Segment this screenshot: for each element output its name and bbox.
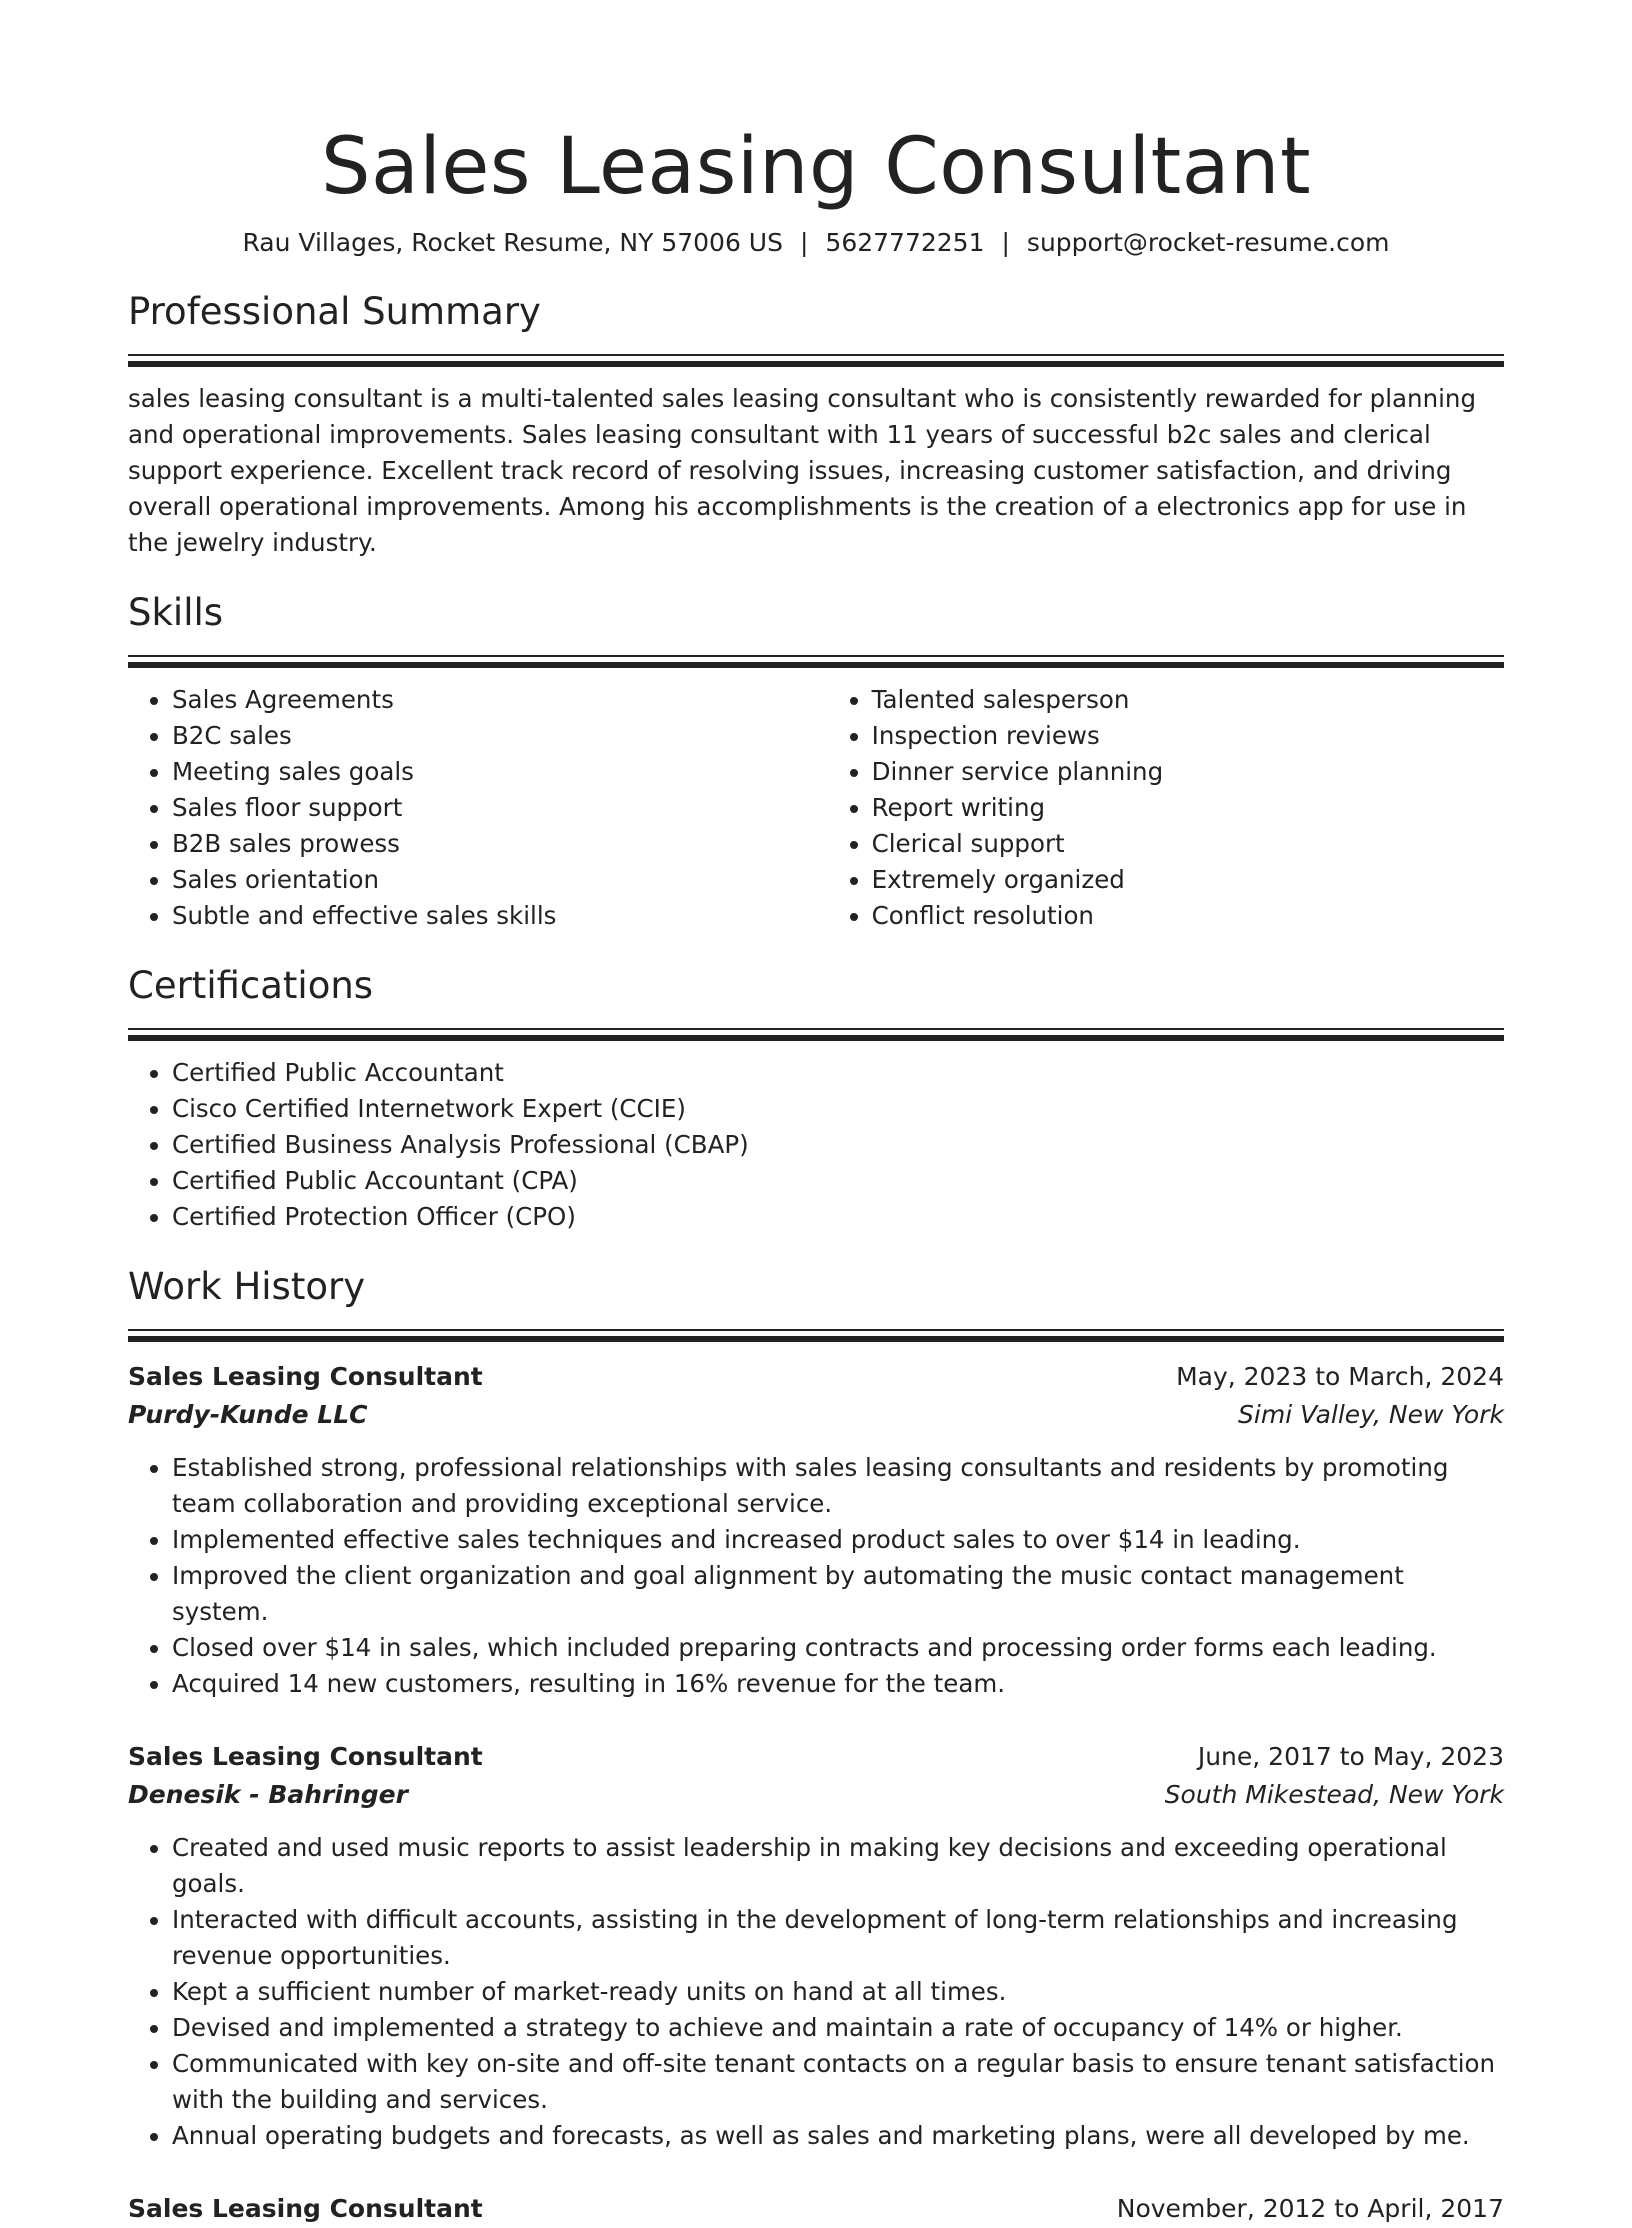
contact-email: support@rocket-resume.com — [1026, 228, 1390, 257]
skill-item: • Inspection reviews — [872, 718, 1504, 754]
section-divider — [128, 354, 1504, 367]
job-bullet: • Closed over $14 in sales, which included preparing contracts and processing order forms each leading. — [172, 1630, 1504, 1666]
skill-item: • Sales orientation — [172, 862, 828, 898]
contact-separator: | — [1001, 228, 1010, 257]
job-company: Purdy-Kunde LLC — [128, 1400, 368, 1429]
section-title-summary: Professional Summary — [128, 290, 541, 333]
job-bullet: • Annual operating budgets and forecasts, as well as sales and marketing plans, were all developed by me. — [172, 2118, 1504, 2154]
job-bullet: • Communicated with key on-site and off-site tenant contacts on a regular basis to ensure tenant satisfaction with the building and services. — [172, 2046, 1504, 2118]
job-entry — [128, 1738, 1504, 2154]
resume-name: Sales Leasing Consultant — [320, 122, 1312, 212]
skill-item: • B2C sales — [172, 718, 828, 754]
section-title-skills: Skills — [128, 591, 224, 634]
job-bullet: • Created and used music reports to assist leadership in making key decisions and exceeding operational goals. — [172, 1830, 1504, 1902]
contact-address: Rau Villages, Rocket Resume, NY 57006 US — [242, 228, 783, 257]
job-bullet: • Implemented effective sales techniques and increased product sales to over $14 in leading. — [172, 1522, 1504, 1558]
certification-item: • Certified Business Analysis Professional (CBAP) — [172, 1127, 1504, 1163]
certification-item: • Certified Protection Officer (CPO) — [172, 1199, 1504, 1235]
skills-section — [128, 589, 1504, 934]
job-bullet: • Interacted with difficult accounts, assisting in the development of long-term relationships and increasing revenue opportunities. — [172, 1902, 1504, 1974]
skill-item: • Meeting sales goals — [172, 754, 828, 790]
certification-item: • Certified Public Accountant (CPA) — [172, 1163, 1504, 1199]
skill-item: • Clerical support — [872, 826, 1504, 862]
job-entry — [128, 2190, 1504, 2228]
summary-section — [128, 288, 1504, 561]
job-dates: November, 2012 to April, 2017 — [1116, 2194, 1504, 2223]
skill-item: • Sales Agreements — [172, 682, 828, 718]
job-entry — [128, 1358, 1504, 1702]
certifications-list — [128, 1055, 1504, 1235]
job-title: Sales Leasing Consultant — [128, 1362, 483, 1391]
section-divider — [128, 655, 1504, 668]
job-bullet: • Kept a sufficient number of market-ready units on hand at all times. — [172, 1974, 1504, 2010]
job-bullet: • Established strong, professional relationships with sales leasing consultants and residents by promoting team collaboration and providing exceptional service. — [172, 1450, 1504, 1522]
work-history-section — [128, 1263, 1504, 2228]
skills-list-left — [128, 682, 828, 934]
job-bullets — [128, 1450, 1504, 1702]
job-company: Denesik - Bahringer — [128, 1780, 408, 1809]
contact-separator: | — [799, 228, 809, 257]
job-bullet: • Devised and implemented a strategy to achieve and maintain a rate of occupancy of 14% or higher. — [172, 2010, 1504, 2046]
job-title: Sales Leasing Consultant — [128, 1742, 483, 1771]
section-title-certifications: Certifications — [128, 964, 374, 1007]
skill-item: • Talented salesperson — [872, 682, 1504, 718]
job-dates: May, 2023 to March, 2024 — [1176, 1362, 1504, 1391]
section-divider — [128, 1028, 1504, 1041]
skill-item: • Sales floor support — [172, 790, 828, 826]
skill-item: • Subtle and effective sales skills — [172, 898, 828, 934]
skills-list-right — [828, 682, 1504, 934]
job-title: Sales Leasing Consultant — [128, 2194, 483, 2223]
certifications-section — [128, 962, 1504, 1235]
skills-grid — [128, 682, 1504, 934]
skill-item: • Extremely organized — [872, 862, 1504, 898]
skill-item: • Conflict resolution — [872, 898, 1504, 934]
section-divider — [128, 1329, 1504, 1342]
summary-text: sales leasing consultant is a multi-talented sales leasing consultant who is consistently rewarded for planning and operational improvements. Sales leasing consultant with 11 years of successful b2c sales and clerical support experience. Excellent track record of resolving issues, increasing customer satisfaction, and driving overall operational improvements. Among his accomplishments is the creation of a electronics app for use in the jewelry industry. — [128, 384, 1476, 557]
resume-content — [128, 118, 1504, 2228]
job-dates: June, 2017 to May, 2023 — [1197, 1742, 1504, 1771]
job-bullets — [128, 1830, 1504, 2154]
skill-item: • Dinner service planning — [872, 754, 1504, 790]
skill-item: • Report writing — [872, 790, 1504, 826]
certification-item: • Cisco Certified Internetwork Expert (CCIE) — [172, 1091, 1504, 1127]
skill-item: • B2B sales prowess — [172, 826, 828, 862]
section-title-work-history: Work History — [128, 1265, 366, 1308]
job-bullet: • Acquired 14 new customers, resulting in 16% revenue for the team. — [172, 1666, 1504, 1702]
certification-item: • Certified Public Accountant — [172, 1055, 1504, 1091]
contact-phone: 5627772251 — [825, 228, 985, 257]
contact-line — [128, 226, 1504, 260]
job-bullet: • Improved the client organization and goal alignment by automating the music contact management system. — [172, 1558, 1504, 1630]
job-location: Simi Valley, New York — [1238, 1400, 1504, 1429]
job-location: South Mikestead, New York — [1164, 1780, 1504, 1809]
